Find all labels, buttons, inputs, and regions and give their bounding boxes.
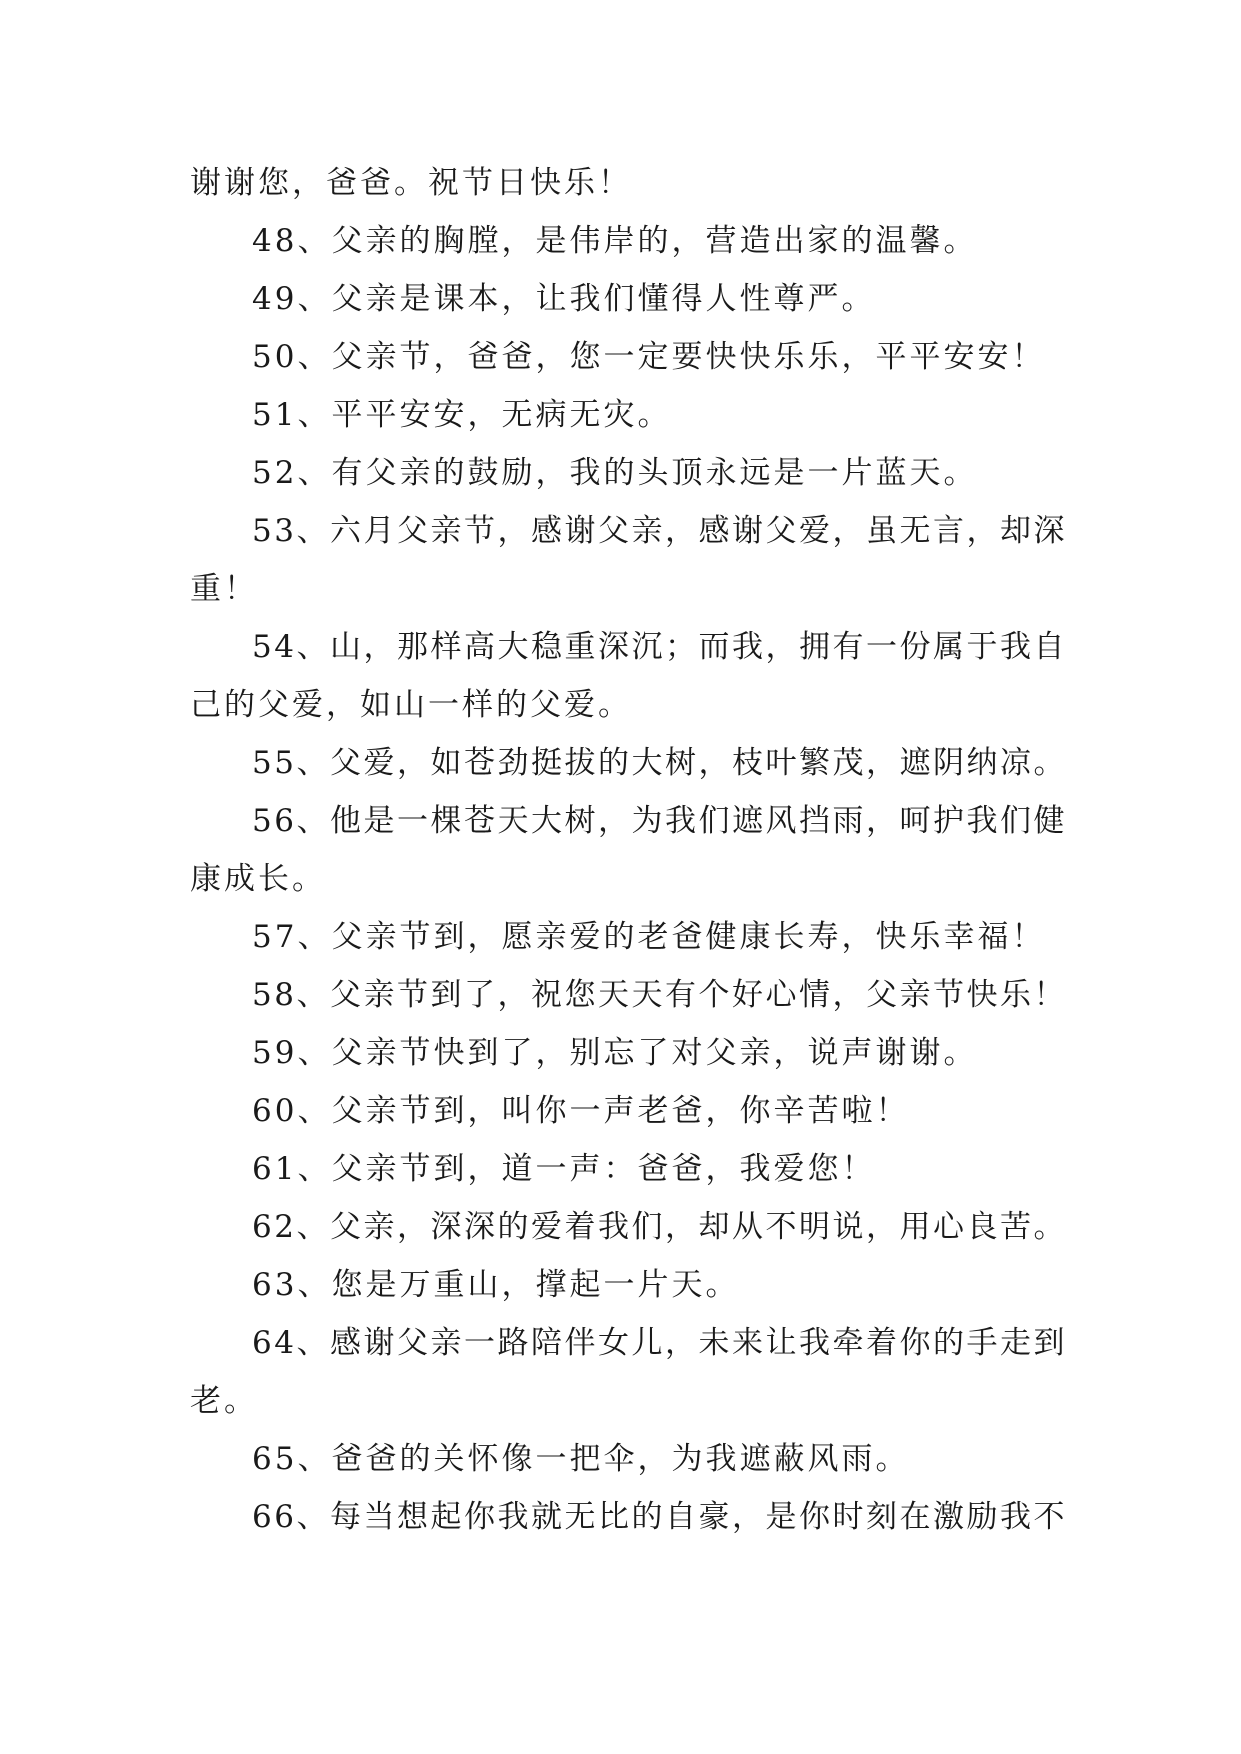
text-line: 56、他是一棵苍天大树，为我们遮风挡雨，呵护我们健 (252, 803, 1067, 839)
text-line: 51、平平安安，无病无灾。 (252, 397, 672, 433)
text-line: 65、爸爸的关怀像一把伞，为我遮蔽风雨。 (252, 1441, 910, 1477)
text-line: 54、山，那样高大稳重深沉；而我，拥有一份属于我自 (252, 629, 1067, 665)
text-line: 61、父亲节到，道一声：爸爸，我爱您！ (252, 1151, 876, 1187)
document-body (190, 154, 1070, 1546)
text-line: 53、六月父亲节，感谢父亲，感谢父爱，虽无言，却深 (252, 513, 1067, 549)
text-line: 62、父亲，深深的爱着我们，却从不明说，用心良苦。 (252, 1209, 1067, 1245)
text-line: 谢谢您，爸爸。祝节日快乐！ (190, 165, 632, 201)
text-line: 60、父亲节到，叫你一声老爸，你辛苦啦！ (252, 1093, 910, 1129)
text-line: 康成长。 (190, 861, 326, 897)
text-line: 57、父亲节到，愿亲爱的老爸健康长寿，快乐幸福！ (252, 919, 1046, 955)
text-line: 55、父爱，如苍劲挺拔的大树，枝叶繁茂，遮阴纳凉。 (252, 745, 1067, 781)
text-line: 己的父爱，如山一样的父爱。 (190, 687, 632, 723)
text-line: 49、父亲是课本，让我们懂得人性尊严。 (252, 281, 876, 317)
text-line: 66、每当想起你我就无比的自豪，是你时刻在激励我不 (252, 1499, 1067, 1535)
text-line: 50、父亲节，爸爸，您一定要快快乐乐，平平安安！ (252, 339, 1046, 375)
text-line: 59、父亲节快到了，别忘了对父亲，说声谢谢。 (252, 1035, 978, 1071)
text-line: 52、有父亲的鼓励，我的头顶永远是一片蓝天。 (252, 455, 978, 491)
text-line: 64、感谢父亲一路陪伴女儿，未来让我牵着你的手走到 (252, 1325, 1067, 1361)
text-line: 58、父亲节到了，祝您天天有个好心情，父亲节快乐！ (252, 977, 1067, 1013)
text-line: 老。 (190, 1383, 258, 1419)
text-line: 48、父亲的胸膛，是伟岸的，营造出家的温馨。 (252, 223, 978, 259)
text-line: 重！ (190, 571, 258, 607)
text-line: 63、您是万重山，撑起一片天。 (252, 1267, 740, 1303)
